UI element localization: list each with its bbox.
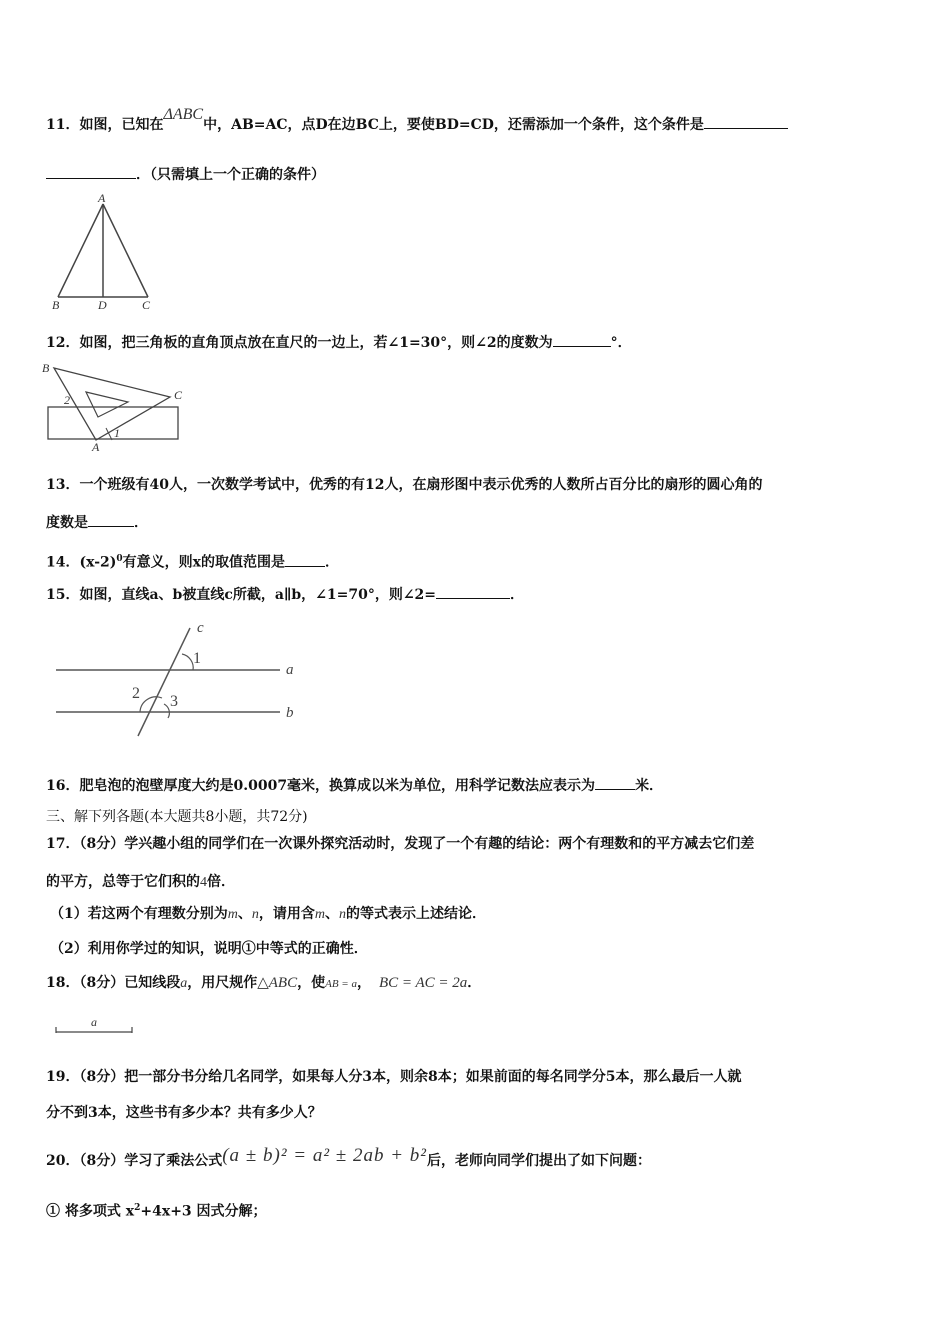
- q12-label-b: B: [42, 361, 50, 375]
- q15-parallel-lines-figure: [50, 618, 310, 743]
- q17-part1-a: （1）若这两个有理数分别为: [50, 906, 228, 922]
- q18-line: [46, 973, 481, 994]
- q16-line: [46, 775, 663, 796]
- q12-line: [46, 332, 632, 353]
- q20-part1-b: +4x+3 因式分解；: [140, 1203, 267, 1220]
- q12-text: 12．如图，把三角板的直角顶点放在直尺的一边上，若∠1=30°，则∠2的度数为: [46, 335, 553, 351]
- q20-part1-exponent: 2: [134, 1203, 141, 1213]
- q20-part1: [46, 1198, 267, 1222]
- q13-line2: [46, 512, 148, 533]
- q17-line1: 17．（8分）学兴趣小组的同学们在一次课外探究活动时，发现了一个有趣的结论：两个有理数和的平方减去它们差: [46, 836, 755, 852]
- q20-line: [46, 1145, 651, 1171]
- q13-line1: 13．一个班级有40人，一次数学考试中，优秀的有12人，在扇形图中表示优秀的人数所占百分比的扇形的圆心角的: [46, 477, 763, 493]
- q16-tail: 米．: [635, 778, 664, 794]
- q18-triangle: △ABC: [257, 975, 298, 991]
- q11-label-a: A: [98, 191, 106, 205]
- q15-label-2: 2: [132, 685, 140, 702]
- q18-condition-1: AB = a: [325, 978, 357, 990]
- q11-triangle-math: ΔABC: [163, 106, 204, 123]
- q14-line: [46, 549, 339, 573]
- q15-label-3: 3: [170, 693, 178, 710]
- q20-text-b: 后，老师向同学们提出了如下问题：: [426, 1153, 651, 1169]
- q11-answer-blank-1[interactable]: [704, 114, 788, 129]
- q17-var-n: n: [251, 907, 259, 922]
- q18-text-a: 18．（8分）已知线段: [46, 975, 181, 991]
- q17-sep-1: 、: [237, 906, 252, 922]
- q18-segment-figure: [50, 1012, 140, 1042]
- q18-text-d: ，: [356, 975, 371, 991]
- q17-var-m-2: m: [314, 907, 325, 922]
- q17-line2-b: 倍．: [207, 874, 235, 890]
- q17-part1-b: ，请用含: [258, 906, 315, 922]
- q11-label-c: C: [142, 298, 151, 312]
- q18-condition-2: BC = AC = 2a: [378, 975, 468, 991]
- section-3-heading: 三、解下列各题(本大题共8小题，共72分): [46, 809, 308, 825]
- q14-answer-blank[interactable]: [285, 552, 325, 567]
- q12-label-c: C: [174, 388, 183, 402]
- q18-segment-a: a: [180, 976, 188, 991]
- q17-var-n-2: n: [339, 907, 346, 922]
- q11-text-post: 中，AB=AC，点D在边BC上，要使BD=CD，还需添加一个条件，这个条件是: [203, 117, 704, 133]
- q11-line2: [46, 164, 325, 185]
- q12-ruler-triangle-figure: [40, 362, 190, 452]
- q16-text: 16．肥皂泡的泡壁厚度大约是0.0007毫米，换算成以米为单位，用科学记数法应表示为: [46, 778, 596, 794]
- q11-answer-blank-2[interactable]: [46, 164, 136, 179]
- q15-angle-1-arc: [182, 654, 193, 670]
- q14-exponent: 0: [116, 554, 123, 564]
- q12-ruler: [48, 407, 178, 439]
- q19-line2: 分不到3本，这些书有多少本？共有多少人？: [46, 1105, 322, 1121]
- q15-angle-3-arc: [164, 704, 169, 718]
- q17-line2: [46, 872, 235, 893]
- q17-four: 4: [200, 875, 207, 890]
- q17-part1-c: 的等式表示上述结论．: [346, 906, 486, 922]
- q15-line: [46, 584, 524, 605]
- q18-segment-label: a: [91, 1015, 97, 1029]
- q12-tail: °．: [610, 335, 632, 351]
- q15-label-1: 1: [193, 650, 201, 667]
- q20-part1-a: ① 将多项式 x: [46, 1203, 135, 1220]
- q12-answer-blank[interactable]: [553, 332, 611, 347]
- q15-label-b: b: [286, 705, 294, 721]
- q15-tail: ．: [510, 587, 525, 603]
- q12-label-1: 1: [114, 426, 120, 440]
- q15-transversal-c: [138, 628, 190, 736]
- q13-tail: ．: [134, 515, 148, 531]
- q14-tail: ．: [325, 554, 340, 571]
- q11-line1: [46, 106, 788, 135]
- q11-side-ab: [58, 204, 103, 297]
- q15-label-a: a: [286, 662, 294, 678]
- q17-line2-a: 的平方，总等于它们积的: [46, 874, 200, 890]
- q11-label-b: B: [52, 298, 60, 312]
- q11-triangle-figure: [40, 192, 170, 312]
- q17-part1: [50, 904, 486, 925]
- q16-answer-blank[interactable]: [595, 775, 635, 790]
- q15-answer-blank[interactable]: [436, 584, 510, 599]
- q18-text-e: ．: [467, 975, 482, 991]
- q20-formula: (a ± b)² = a² ± 2ab + b²: [222, 1145, 427, 1166]
- q12-label-2: 2: [64, 393, 70, 407]
- q13-answer-blank[interactable]: [88, 512, 134, 527]
- q11-number: 11．: [46, 117, 80, 133]
- q12-label-a: A: [92, 440, 100, 454]
- q11-side-ac: [103, 204, 148, 297]
- q18-text-b: ，用尺规作: [187, 975, 258, 991]
- q20-text-a: 20．（8分）学习了乘法公式: [46, 1153, 223, 1169]
- q15-label-c: c: [197, 620, 204, 636]
- q12-set-square-inner: [86, 392, 128, 417]
- q17-var-m: m: [227, 907, 238, 922]
- q14-base: (x-2): [79, 554, 117, 571]
- q18-text-c: ，使: [297, 975, 326, 991]
- q19-line1: 19．（8分）把一部分书分给几名同学，如果每人分3本，则余8本；如果前面的每名同学分5本，那么最后一人就: [46, 1069, 742, 1085]
- q14-number: 14．: [46, 554, 80, 571]
- q17-part2: （2）利用你学过的知识，说明①中等式的正确性．: [50, 941, 368, 957]
- q11-label-d: D: [98, 298, 107, 312]
- q11-tail: ．（只需填上一个正确的条件）: [136, 167, 325, 183]
- q11-text-pre: 如图，已知在: [79, 117, 164, 133]
- q14-text: 有意义，则x的取值范围是: [122, 554, 286, 571]
- q13-text: 度数是: [46, 515, 88, 531]
- q12-set-square-outer: [54, 368, 170, 440]
- q17-sep-2: 、: [325, 906, 339, 922]
- q15-text: 15．如图，直线a、b被直线c所截，a∥b，∠1=70°，则∠2=: [46, 587, 437, 603]
